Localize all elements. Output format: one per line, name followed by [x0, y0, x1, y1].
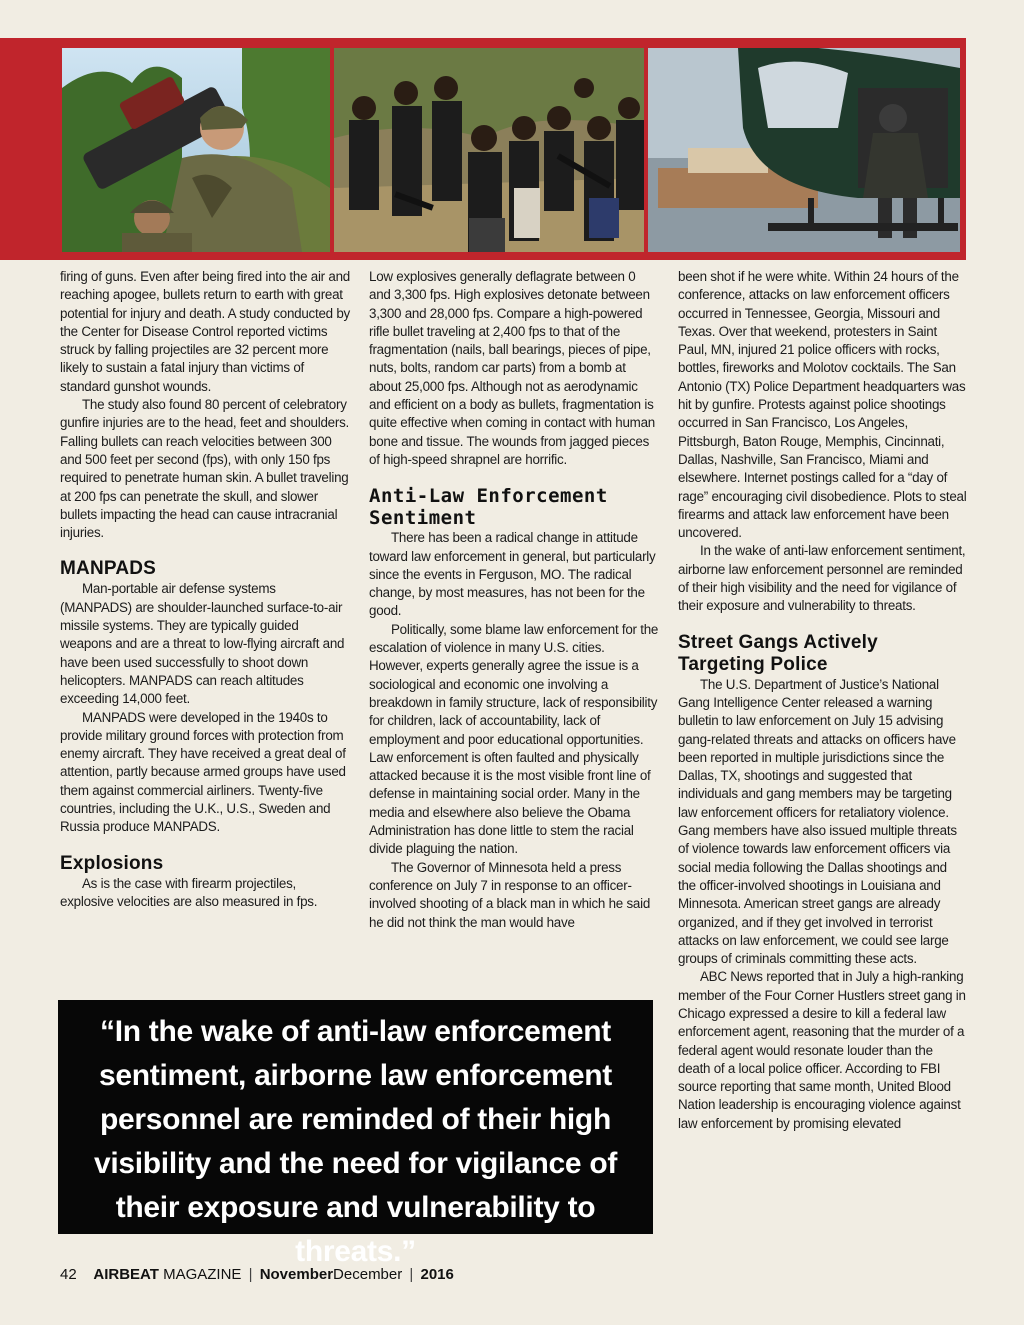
paragraph: The Governor of Minnesota held a press conference on July 7 in response to an officer-involved shooting of a black man in which he said he did not think the man would have [369, 859, 651, 930]
photo-armed-group [334, 48, 644, 252]
paragraph: There has been a radical change in attitude toward law enforcement in general, but particularly since the events in Ferguson, MO. The radical change, by most measures, has not been for the good. [369, 530, 656, 619]
photo-helicopter-officer [648, 48, 960, 252]
paragraph: firing of guns. Even after being fired into the air and reaching apogee, bullets return to earth with great potential for injury and death. A study conducted by the Center for Disease Control reported victims struck by falling projectiles are 32 percent more likely to sustain a fatal injury than victims of standard gunshot wounds. [60, 269, 350, 394]
page-number: 42 [60, 1266, 77, 1283]
issue-year: 2016 [420, 1266, 454, 1283]
paragraph: As is the case with firearm projectiles, explosive velocities are also measured in fps. [60, 875, 318, 909]
magazine-label: MAGAZINE [163, 1266, 242, 1283]
paragraph: In the wake of anti-law enforcement sentiment, airborne law enforcement personnel are reminded of their high visibility and the need for vigilance of their exposure and vulnerability to threats. [678, 543, 966, 614]
text-column-2 [369, 268, 659, 932]
pull-quote: “In the wake of anti-law enforcement sentiment, airborne law enforcement personnel are reminded of their high visibility and the need for vigilance of their exposure and vulnerability to threats.” [58, 1000, 653, 1234]
issue-month-2: December [333, 1266, 403, 1283]
paragraph: Man-portable air defense systems (MANPADS) are shoulder-launched surface-to-air missile systems. They are typically guided weapons and are a threat to low-flying aircraft and have been used successfully to shoot down helicopters. MANPADS can reach altitudes exceeding 14,000 feet. [60, 581, 345, 707]
heading-manpads: MANPADS [60, 558, 157, 580]
paragraph: been shot if he were white. Within 24 hours of the conference, attacks on law enforcement officers occurred in Tennessee, Georgia, Missouri and Texas. Over that weekend, protesters in Saint Paul, MN, injured 21 police officers with rocks, bottles, fireworks and Molotov cocktails. The San Antonio (TX) Police Department headquarters was hit by gunfire. Protests against police shootings occurred in San Francisco, Los Angeles, Pittsburgh, Baton Rouge, Memphis, Cincinnati, Dallas, Nashville, San Francisco, Miami and elsewhere. Internet postings called for a “day of rage” encouraging civil disobedience. Plots to steal firearms and attack law enforcement have been uncovered. [678, 269, 967, 541]
brand-name: AIRBEAT [93, 1266, 159, 1283]
page-footer: 42 AIRBEAT MAGAZINE | NovemberDecember | 2016 [60, 1266, 454, 1283]
paragraph: ABC News reported that in July a high-ranking member of the Four Corner Hustlers street gang in Chicago expressed a desire to kill a federal law enforcement agent, reasoning that the murder of a federal agent would resonate louder than the death of a local police officer. According to FBI source reporting that same month, United Blood Nation leadership is encouraging violence against law enforcement by promising elevated [678, 969, 966, 1131]
text-column-3 [678, 268, 968, 1133]
paragraph: The U.S. Department of Justice’s National Gang Intelligence Center released a warning bulletin to law enforcement on July 15 advising gang-related threats and attacks on officers have been reported in multiple jurisdictions since the Dallas, TX, shootings and suggested that individuals and gang members may be targeting law enforcement officers for retaliatory violence. Gang members have also issued multiple threats of violence towards law enforcement officers via social media following the Dallas shootings and the officer-involved shootings in Louisiana and Minnesota. American street gangs are already organized, and if they get involved in terrorist attacks on law enforcement, we could see large groups of criminals committing these acts. [678, 676, 957, 967]
issue-month-1: November [259, 1266, 334, 1283]
paragraph: Politically, some blame law enforcement for the escalation of violence in many U.S. cities. However, experts generally agree the issue is a sociological and economic one involving a breakdown in family structure, lack of responsibility for children, lack of accountability, lack of employment and poor educational opportunities. Law enforcement is often faulted and physically attacked because it is the most visible front line of defense in maintaining social order. Many in the media and elsewhere also believe the Obama Administration has done little to stem the racial divide plaguing the nation. [369, 621, 659, 857]
paragraph: MANPADS were developed in the 1940s to provide military ground forces with protection from enemy aircraft. They have received a great deal of attention, partly because armed groups have used them against commercial airliners. Twenty-five countries, including the U.K., U.S., Sweden and Russia produce MANPADS. [60, 709, 346, 835]
heading-street-gangs: Street Gangs Actively Targeting Police [678, 631, 878, 675]
heading-anti-law-enforcement: Anti-Law Enforcement Sentiment [369, 485, 608, 530]
heading-explosions: Explosions [60, 852, 164, 874]
photo-soldier-manpads [62, 48, 330, 252]
text-column-1 [60, 268, 350, 911]
paragraph: The study also found 80 percent of celebratory gunfire injuries are to the head, feet and shoulders. Falling bullets can reach velocities between 300 and 500 feet per second (fps), with only 150 fps required to penetrate human skin. A bullet traveling at 200 fps can penetrate the skull, and slower bullets impacting the head can cause intracranial injuries. [60, 397, 349, 541]
paragraph: Low explosives generally deflagrate between 0 and 3,300 fps. High explosives detonate between 3,300 and 28,000 fps. Compare a high-powered rifle bullet traveling at 2,400 fps to that of the fragmentation (nails, ball bearings, pieces of pipe, nuts, bolts, random car parts) from a bomb at about 25,000 fps. Although not as aerodynamic and efficient on a body as bullets, fragmentation is quite effective when coming in contact with human bone and tissue. The wounds from jagged pieces of high-speed shrapnel are horrific. [369, 269, 655, 467]
